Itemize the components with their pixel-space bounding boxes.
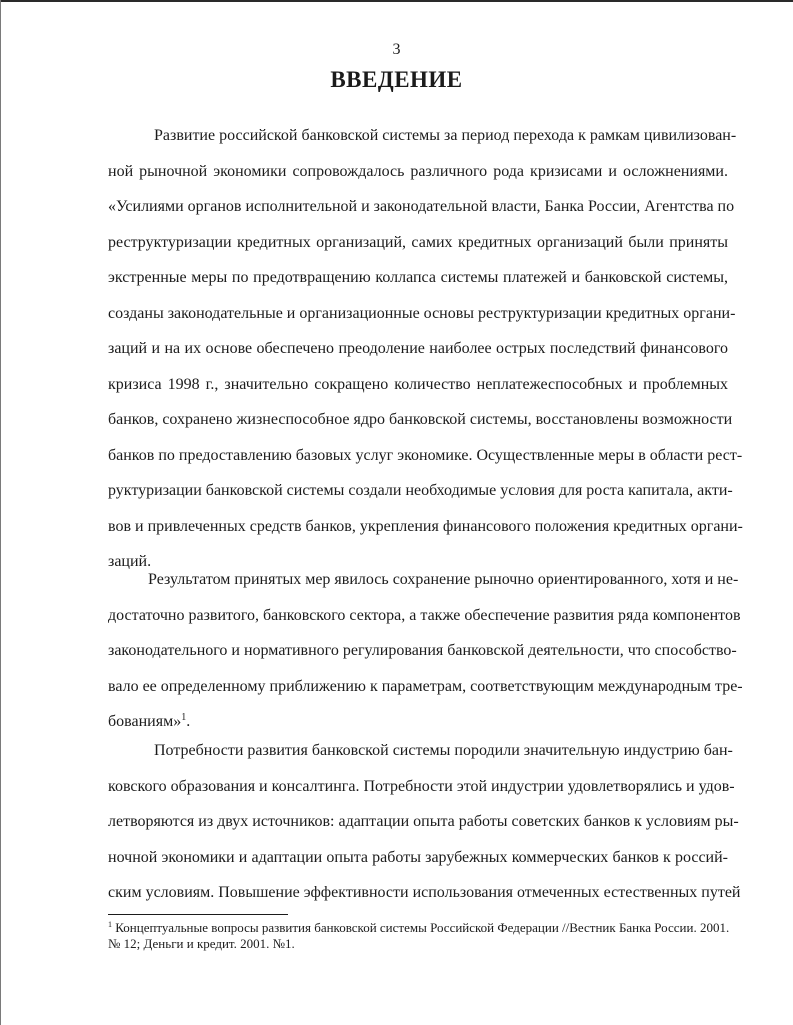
- paragraph-line: достаточно развитого, банковского сектора, а также обеспечение развития ряда компонентов: [108, 606, 741, 624]
- paragraph-2: [108, 562, 743, 740]
- footnote: [108, 920, 728, 952]
- scan-top-border: [0, 0, 793, 2]
- paragraph-line: банков, сохранено жизнеспособное ядро банковской системы, восстановлены возможности: [108, 411, 733, 428]
- footnote-marker: 1: [108, 920, 112, 929]
- footnote-divider: [108, 914, 288, 915]
- paragraph-1: [108, 118, 743, 580]
- paragraph-line: летворяются из двух источников: адаптации опыта работы советских банков к условиям ры-: [108, 813, 739, 830]
- footnote-line: № 12; Деньги и кредит. 2001. №1.: [108, 936, 295, 951]
- paragraph-line: созданы законодательные и организационные основы реструктуризации кредитных органи-: [108, 304, 736, 322]
- page-title: ВВЕДЕНИЕ: [330, 67, 463, 92]
- paragraph-line: ским условиям. Повышение эффективности использования отмеченных естественных путей: [108, 884, 741, 901]
- paragraph-line: Развитие российской банковской системы за период перехода к рамкам цивилизован-: [154, 127, 737, 144]
- scan-left-border: [0, 0, 1, 1025]
- paragraph-line: «Усилиями органов исполнительной и законодательной власти, Банка России, Агентства по: [108, 198, 735, 215]
- paragraph-3: [108, 733, 741, 911]
- paragraph-line: кризиса 1998 г., значительно сокращено количество неплатежеспособных и проблемных: [108, 375, 728, 393]
- paragraph-line-last: бованиям»$^1$.: [108, 712, 191, 730]
- paragraph-line: реструктуризации кредитных организаций, самих кредитных организаций были приняты: [108, 233, 728, 251]
- paragraph-line: вало ее определенному приближению к параметрам, соответствующим международным тре-: [108, 677, 743, 695]
- paragraph-line: вов и привлеченных средств банков, укрепления финансового положения кредитных органи-: [108, 517, 743, 535]
- paragraph-line: заций.: [108, 553, 152, 570]
- paragraph-line: ковского образования и консалтинга. Потребности этой индустрии удовлетворялись и удов-: [108, 777, 735, 795]
- paragraph-line: ной рыночной экономики сопровождалось различного рода кризисами и осложнениями.: [108, 162, 728, 180]
- footnote-line: [108, 920, 728, 936]
- page-number: 3: [392, 41, 401, 58]
- paragraph-line: Потребности развития банковской системы породили значительную индустрию бан-: [154, 742, 733, 759]
- paragraph-line: Результатом принятых мер явилось сохранение рыночно ориентированного, хотя и не-: [148, 571, 739, 588]
- paragraph-line: банков по предоставлению базовых услуг экономике. Осуществленные меры в области рест-: [108, 446, 743, 464]
- paragraph-line: экстренные меры по предотвращению коллапса системы платежей и банковской системы,: [108, 269, 728, 286]
- paragraph-line: ночной экономики и адаптации опыта работы зарубежных коммерческих банков к россий-: [108, 848, 728, 866]
- paragraph-line: заций и на их основе обеспечено преодоление наиболее острых последствий финансового: [108, 340, 728, 357]
- paragraph-line: руктуризации банковской системы создали необходимые условия для роста капитала, акти-: [108, 482, 733, 499]
- paragraph-line: бованиям»: [108, 713, 182, 730]
- paragraph-line: законодательного и нормативного регулирования банковской деятельности, что способство-: [108, 642, 737, 659]
- footnote-reference: 1: [181, 712, 187, 723]
- footnote-text: Концептуальные вопросы развития банковской системы Российской Федерации //Вестник Банка России. 2001.: [112, 920, 730, 935]
